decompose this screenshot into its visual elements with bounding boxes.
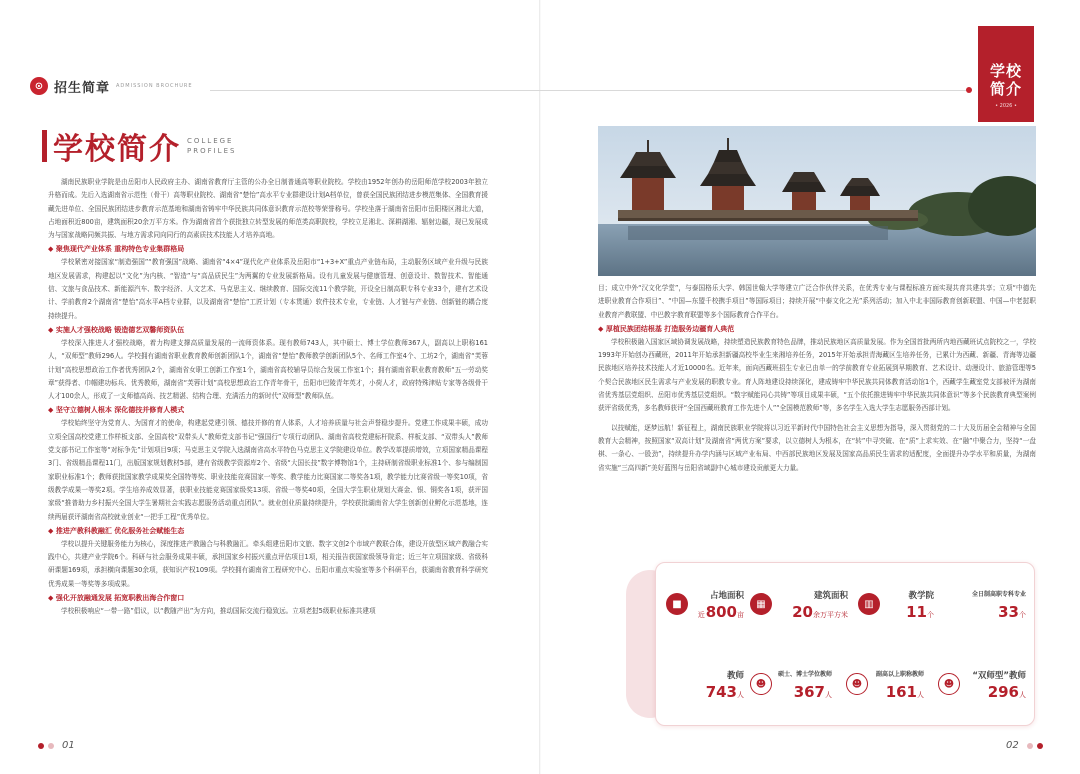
page-number-left: 01 <box>62 740 75 751</box>
stat-land-area <box>662 567 752 637</box>
section-tab <box>978 26 1034 122</box>
stat-value: 近800亩 <box>697 603 744 621</box>
stat-value: 20余万平方米 <box>792 603 848 621</box>
stat-value: 743人 <box>705 683 744 701</box>
stat-dual-teachers <box>940 647 1034 717</box>
header-divider <box>210 90 972 91</box>
stat-label: 硕士、博士学位教师 <box>777 671 832 678</box>
stat-label: “双师型”教师 <box>972 671 1026 681</box>
stat-value: 296人 <box>987 683 1026 701</box>
stat-colleges <box>854 567 942 637</box>
stat-value: 161人 <box>885 683 924 701</box>
stat-masters-doctors <box>756 647 840 717</box>
person-icon: ☻ <box>750 673 772 695</box>
divider-dot-icon <box>966 87 972 93</box>
subsection-text: 学校紧密对接国家“制造强国”“教育强国”战略、湖南省“4×4”现代化产业体系及岳阳市“1+3+X”重点产业链布局，主动服务区域产业升级与民族地区发展需求，构建起以“文化”为内核、“智造”与“高品质民生”为两翼的专业发展新格局。设有儿童发展与健康管理、创意设计、数智技术、智能通信、文旅与食品技术、新能源汽车、数字经济、人文艺术、马克思主义、继续教育、国际交流11个教学院，开设全日制高职专科专业33个，建有艺术设计、学前教育2个湖南省“楚怡”高水平A档专业群，以及湖南省“楚怡”工匠计划（专本贯通）软件技术专业，专业链、人才链与产业链、创新链的耦合度持续提升。 <box>48 258 488 320</box>
stat-label: 占地面积 <box>709 591 744 601</box>
school-logo-icon: ⊙ <box>30 77 48 95</box>
stat-value: 11个 <box>906 603 934 621</box>
subsection-heading: ◆ 推进产教科教融汇 优化服务社会赋能生态 <box>48 526 185 535</box>
books-icon: ▥ <box>858 593 880 615</box>
subsection-text: 学校深入推进人才强校战略，着力构建支撑高质量发展的一流师资体系。现有教师743人，其中硕士、博士学位教师367人，副高以上职称161人，“双师型”教师296人。学校拥有湖南省职业教育教师创新团队1个，湖南省“楚怡”教师教学创新团队5个、名师工作室4个、工坊2个，湖南省“芙蓉计划”高校思想政治工作者优秀团队2个，湖南省女职工创新工作室1个，湖南省高校辅导员综合发展工作室1个；拥有湖南省职业教育教师“五一劳动奖章”获得者、巾帼建功标兵、优秀教师，湖南省“芙蓉计划”高校思想政治工作青年骨干，岳阳市巴陵青年英才，小荷人才，政府特殊津贴专家等各级骨干人才100余人，形成了一支师德高尚、技艺精湛、结构合理、充满活力的新时代“双师型”教师队伍。 <box>48 338 488 401</box>
stat-label: 建筑面积 <box>813 591 848 601</box>
section-title <box>42 124 236 168</box>
person-icon: ☻ <box>846 673 868 695</box>
stat-label: 教师 <box>726 671 744 681</box>
page-number-right: 02 <box>1006 740 1019 751</box>
subsection-text: 学校始终坚守为党育人、为国育才的使命，构建起党建引领、德技并修的育人体系，人才培养质量与社会声誉稳步提升。党建工作成果丰硕，成功立项全国高校党建工作样板支部、全国高校“双带头人”教师党支部书记“强国行”专项行动团队、湖南省高校党建标杆院系、样板支部、“双带头人”教师党支部书记工作室等“对标争先”计划项目9项；马克思主义学院入选湖南省高水平特色马克思主义学院建设单位。教学改革提质增效，立项国家精品课程3门、省级精品课程11门，出版国家规划教材5部，建有省级教学资源库2个、省级“大国长技”数字博物馆1个，主持研制省级职业标准1个、参与编制国家职业标准1个；教师获批国家教学成果奖全国特等奖、职业技能竞赛国家一等奖、教学能力比赛国家二等奖各1项，教学能力比赛省级一等奖10项，省级教学成果一等奖2项。学生培养成效显著，获职业技能竞赛国家级奖13项、省级一等奖40项，全国大学生职业规划大赛金、银、铜奖各1项，获评国家级“推普助力乡村振兴全国大学生暑期社会实践志愿服务活动重点团队”。就业创业质量持续提升，学校获批湖南省大学生创新创业孵化示范基地，连续两届获评湖南省高校就业创业“一把手工程”优秀单位。 <box>48 419 488 521</box>
header <box>30 76 193 96</box>
stat-teachers <box>662 647 752 717</box>
stat-majors <box>944 567 1034 637</box>
stat-building-area <box>756 567 856 637</box>
stat-label: 副高以上职称教师 <box>875 671 924 678</box>
footer-dot-icon <box>1027 743 1033 749</box>
footer-left <box>36 740 75 751</box>
campus-photo <box>598 126 1036 276</box>
footer-right <box>1006 740 1045 751</box>
stats-panel <box>655 562 1035 726</box>
subsection-text: 学校积极响应“一带一路”倡议，以“教随产出”为方向，推动国际交流行稳致远。立项老挝5级职业标准共建项 <box>61 607 376 616</box>
section-title-en2: PROFILES <box>187 147 237 155</box>
stat-label: 全日制高职专科专业 <box>971 591 1026 598</box>
person-icon: ☻ <box>938 673 960 695</box>
right-column <box>598 282 1036 475</box>
land-icon: ■ <box>666 593 688 615</box>
continued-paragraph: 目；成立中外“汉文化学堂”，与泰国格乐大学、韩国世翰大学等建立广泛合作伙伴关系，在优秀专业与课程标准方面实现共育共建共享；立项“中德先进职业教育合作项目”、“中国—东盟千校携手项目”等国际项目；持续开展“中泰文化之光”系列活动；加入中北非国际教育创新联盟、中国—中老挝职业教育产教联盟、中巴教字教育联盟等多个国际教育合作平台。 <box>598 284 1036 319</box>
stat-value: 367人 <box>793 683 832 701</box>
section-title-en <box>187 136 236 156</box>
page-spine <box>539 0 541 774</box>
subsection-text: 学校以提升关键服务能力为核心，深度推进产教融合与科教融汇。牵头组建岳阳市文旅、数字文创2个市域产教联合体，建设开放型区域产教融合实践中心，共建产业学院6个。科研与社会服务成果丰硕，承担国家乡村振兴重点评估项目1项，相关报告获国家级领导肯定；近三年立项国家级、省级科研课题169项，承担横向课题30余项，获知识产权109项。学校拥有湖南省工程研究中心、岳阳市重点实验室等多个科研平台，获湖南省教育科学研究优秀成果一等奖等多项成果。 <box>48 539 488 588</box>
stat-senior-titles <box>852 647 932 717</box>
header-subtitle: ADMISSION BROCHURE <box>116 83 193 89</box>
closing-paragraph: 以技赋能，逐梦远航！新征程上，湖南民族职业学院将以习近平新时代中国特色社会主义思想为指导，深入贯彻党的二十大及历届全会精神与全国教育大会精神，按照国家“双高计划”及湖南省“两优方案”要求，以立德树人为根本，在“转”中寻突破、在“质”上求实效、在“融”中聚合力，坚持“一盘棋、一条心、一股劲”，持续提升办学内涵与区域产业布局、中西部民族地区发展及国家高品质民生需求的适配度，全面提升办学水平和质量，为湖南省实施“三高四新”美好蓝图与岳阳省域副中心城市建设贡献更大力量。 <box>598 423 1036 472</box>
subsection-text: 学校积极融入国家区域协调发展战略，持续塑造民族教育特色品牌，推动民族地区高质量发展。作为全国首批两所内地西藏班试点院校之一，学校1993年开始创办西藏班，2011年开始承担新疆高校毕业生来湘培养任务，2015年开始承担青海藏区生培养任务，已累计为西藏、新疆、青海等边疆民族地区培养技术技能人才近10000名。近年来，面向西藏班招生专业已由单一的学前教育专业拓展到早期教育、艺术设计、动漫设计、旅游管理等5个契合民族地区民生需求与产业发展的职教专业。育人阵地建设持续深化，建成铸牢中华民族共同体教育活动馆1个，西藏学生藏室党支部被评为湖南省优秀基层党组织、岳阳市优秀基层党组织。“数字赋能同心共铸”等项目成果丰硕，“五个依托推进铸牢中华民族共同体意识”等多个民族教育典型案例获评省级优秀，多名教师获评“全国西藏班教育工作先进个人”“全国模范教师”等，多名学生入选大学生志愿服务西部计划。 <box>598 337 1036 413</box>
subsection-heading: ◆ 厚植民族团结根基 打造服务边疆育人典范 <box>598 324 735 333</box>
header-title: 招生简章 <box>54 80 111 96</box>
subsection-heading: ◆ 强化开放融通发展 拓宽职教出海合作窗口 <box>48 594 185 603</box>
title-bar <box>42 130 47 162</box>
intro-paragraph: 湖南民族职业学院是由岳阳市人民政府主办、湖南省教育厅主管的公办全日制普通高等职业院校。学校由1952年创办的岳阳师范学校2003年独立升格而成。先后入选湖南省示范性（骨干）高等职业院校、湖南省“楚怡”高水平专业群建设计划A档单位，曾获全国民族团结进步模范集体、全国教育援藏先进单位、全国民族团结进步教育示范基地和湖南省铸牢中华民族共同体意识教育示范校等荣誉称号。学校坐落于湖南省岳阳市岳阳楼区湘北大道，占地面积近800亩，建筑面积20余万平方米。作为湖南省首个获批独立转型发展的师范类高职院校，学校立足湘北、深耕湖湘、辐射边疆，现已发展成为与国家战略同频共振、与地方需求同向同行的高素质技术技能人才培养高地。 <box>48 178 488 240</box>
stat-value: 33个 <box>998 603 1026 621</box>
section-title-en1: COLLEGE <box>187 137 234 145</box>
tab-line2: 简介 <box>989 80 1022 98</box>
stat-label: 教学院 <box>908 591 934 601</box>
tab-line1: 学校 <box>989 62 1022 80</box>
subsection-heading: ◆ 坚守立德树人根本 深化德技并修育人模式 <box>48 406 185 415</box>
left-column <box>48 176 488 618</box>
footer-dot-icon <box>1037 743 1043 749</box>
tab-year: • 2026 • <box>995 103 1017 109</box>
section-title-cn: 学校简介 <box>53 132 181 167</box>
building-icon: ▦ <box>750 593 772 615</box>
subsection-heading: ◆ 聚焦现代产业体系 重构特色专业集群格局 <box>48 245 185 254</box>
footer-dot-icon <box>48 743 54 749</box>
subsection-heading: ◆ 实施人才强校战略 锻造德艺双馨师资队伍 <box>48 325 185 334</box>
footer-dot-icon <box>38 743 44 749</box>
pavilion-bridge-image <box>598 126 1036 276</box>
